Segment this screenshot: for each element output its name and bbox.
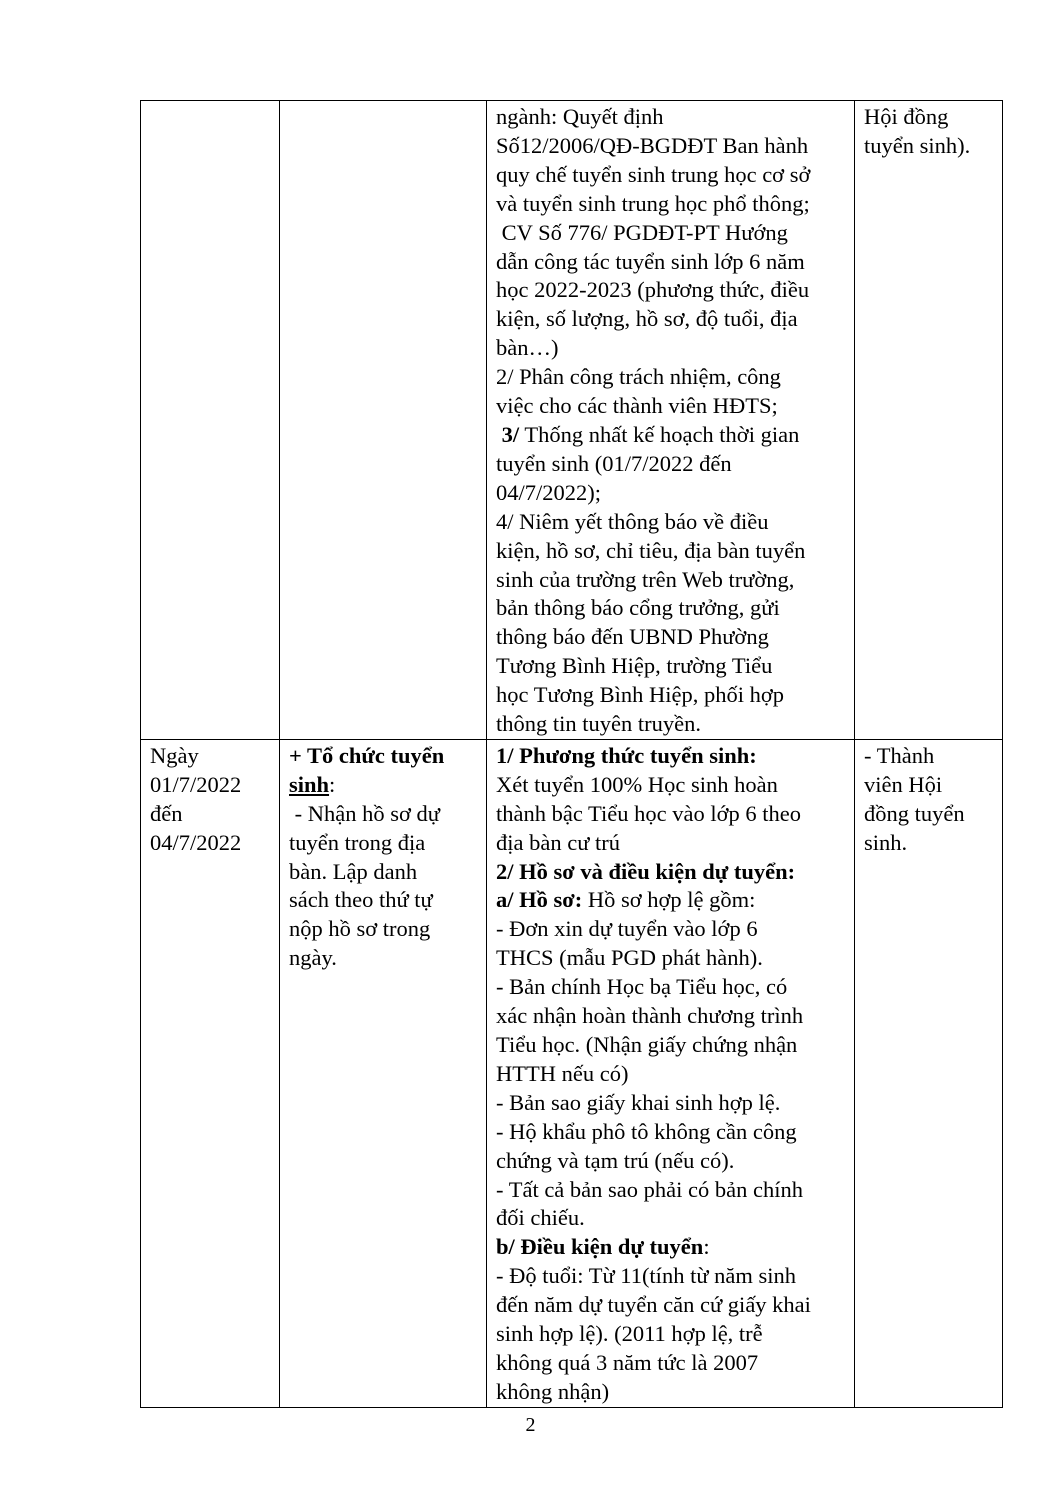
heading-colon: :	[703, 1234, 710, 1260]
page-number: 2	[525, 1414, 536, 1436]
text-line: địa bàn cư trú	[496, 829, 621, 855]
section-heading	[496, 858, 846, 887]
text-line: không quá 3 năm tức là 2007	[496, 1349, 759, 1375]
text-line: 4/ Niêm yết thông báo về điều	[496, 508, 769, 534]
text-line: không nhận)	[496, 1378, 610, 1404]
text-fragment: Thống nhất kế hoạch thời gian	[519, 421, 800, 447]
text-line: đồng tuyển	[864, 800, 965, 826]
task-title	[289, 771, 478, 800]
table-row	[141, 739, 1003, 1407]
heading-text: b/ Điều kiện dự tuyển	[496, 1234, 704, 1260]
task-title-part: sinh	[289, 771, 330, 797]
text-line: sách theo thứ tự	[289, 887, 433, 913]
task-title-part: + Tổ chức tuyển	[289, 742, 445, 768]
section-heading	[496, 1233, 846, 1262]
text-line: và tuyển sinh trung học phổ thông;	[496, 190, 810, 216]
cell-responsible	[855, 101, 1003, 740]
cell-date	[141, 101, 280, 740]
text-line: đến	[150, 800, 183, 826]
text-line: ngày.	[289, 945, 337, 971]
item-number: 3/	[496, 421, 520, 447]
text-line: - Bản sao giấy khai sinh hợp lệ.	[496, 1089, 781, 1115]
text-line: kiện, hồ sơ, chỉ tiêu, địa bàn tuyển	[496, 537, 806, 563]
text-line: dẫn công tác tuyển sinh lớp 6 năm	[496, 248, 805, 274]
table-row	[141, 101, 1003, 740]
text-line: Tiểu học. (Nhận giấy chứng nhận	[496, 1032, 798, 1057]
text-line: HTTH nếu có)	[496, 1060, 629, 1086]
heading-text: a/ Hồ sơ:	[496, 887, 583, 913]
text-line: Xét tuyển 100% Học sinh hoàn	[496, 771, 778, 797]
text-line: THCS (mẫu PGD phát hành).	[496, 945, 763, 971]
text-line: tuyển sinh).	[864, 132, 971, 158]
text-line: 04/7/2022);	[496, 479, 601, 505]
text-line: đến năm dự tuyển căn cứ giấy khai	[496, 1292, 811, 1318]
text-line: - Đơn xin dự tuyển vào lớp 6	[496, 916, 758, 942]
text-line: sinh.	[864, 829, 908, 855]
text-line: tuyển sinh (01/7/2022 đến	[496, 450, 732, 476]
text-line: - Thành	[864, 742, 935, 768]
text-line: bàn. Lập danh	[289, 858, 418, 884]
text-line: 2/ Phân công trách nhiệm, công	[496, 364, 781, 390]
task-title	[289, 742, 478, 771]
cell-task	[280, 739, 487, 1407]
text-line: đối chiếu.	[496, 1205, 585, 1231]
text-line: sinh hợp lệ). (2011 hợp lệ, trễ	[496, 1321, 763, 1347]
task-title-colon: :	[329, 771, 336, 797]
text-line: Ngày	[150, 742, 199, 768]
section-heading	[496, 742, 846, 771]
text-line: - Độ tuổi: Từ 11(tính từ năm sinh	[496, 1263, 797, 1289]
text-line: học 2022-2023 (phương thức, điều	[496, 277, 810, 303]
text-line: kiện, số lượng, hồ sơ, độ tuổi, địa	[496, 306, 798, 332]
text-line: 04/7/2022	[150, 829, 242, 855]
text-line: bàn…)	[496, 335, 559, 361]
text-line: bản thông báo cổng trưởng, gửi	[496, 595, 780, 621]
cell-responsible	[855, 739, 1003, 1407]
text-line: - Bản chính Học bạ Tiểu học, có	[496, 974, 788, 1000]
text-line: nộp hồ sơ trong	[289, 916, 431, 942]
heading-text: 1/ Phương thức tuyển sinh:	[496, 742, 757, 768]
text-line: sinh của trường trên Web trường,	[496, 566, 795, 592]
text-line: học Tương Bình Hiệp, phối hợp	[496, 682, 785, 708]
text-line: 01/7/2022	[150, 771, 242, 797]
text-line	[496, 886, 846, 915]
text-line: - Nhận hồ sơ dự	[289, 800, 440, 826]
text-line: - Tất cả bản sao phải có bản chính	[496, 1176, 803, 1202]
text-line: Hội đồng	[864, 104, 949, 129]
plan-table	[140, 100, 1003, 1408]
text-line: thông báo đến UBND Phường	[496, 624, 769, 650]
text-line: CV Số 776/ PGDĐT-PT Hướng	[496, 219, 788, 245]
text-line: việc cho các thành viên HĐTS;	[496, 393, 778, 419]
text-line: ngành: Quyết định	[496, 104, 664, 129]
text-line: xác nhận hoàn thành chương trình	[496, 1003, 804, 1029]
cell-task	[280, 101, 487, 740]
cell-content	[487, 739, 855, 1407]
text-line: Số12/2006/QĐ-BGDĐT Ban hành	[496, 132, 809, 158]
text-line: tuyển trong địa	[289, 829, 426, 855]
text-line: - Hộ khẩu phô tô không cần công	[496, 1118, 797, 1144]
text-line: thành bậc Tiểu học vào lớp 6 theo	[496, 800, 801, 826]
heading-text: 2/ Hồ sơ và điều kiện dự tuyển:	[496, 858, 796, 884]
cell-date	[141, 739, 280, 1407]
text-line: thông tin tuyên truyền.	[496, 711, 701, 737]
text-line	[496, 421, 846, 450]
text-line: chứng và tạm trú (nếu có).	[496, 1147, 735, 1173]
text-fragment: Hồ sơ hợp lệ gồm:	[582, 887, 756, 913]
text-line: quy chế tuyển sinh trung học cơ sở	[496, 161, 811, 187]
cell-content	[487, 101, 855, 740]
text-line: Tương Bình Hiệp, trường Tiểu	[496, 653, 773, 679]
text-line: viên Hội	[864, 771, 943, 797]
